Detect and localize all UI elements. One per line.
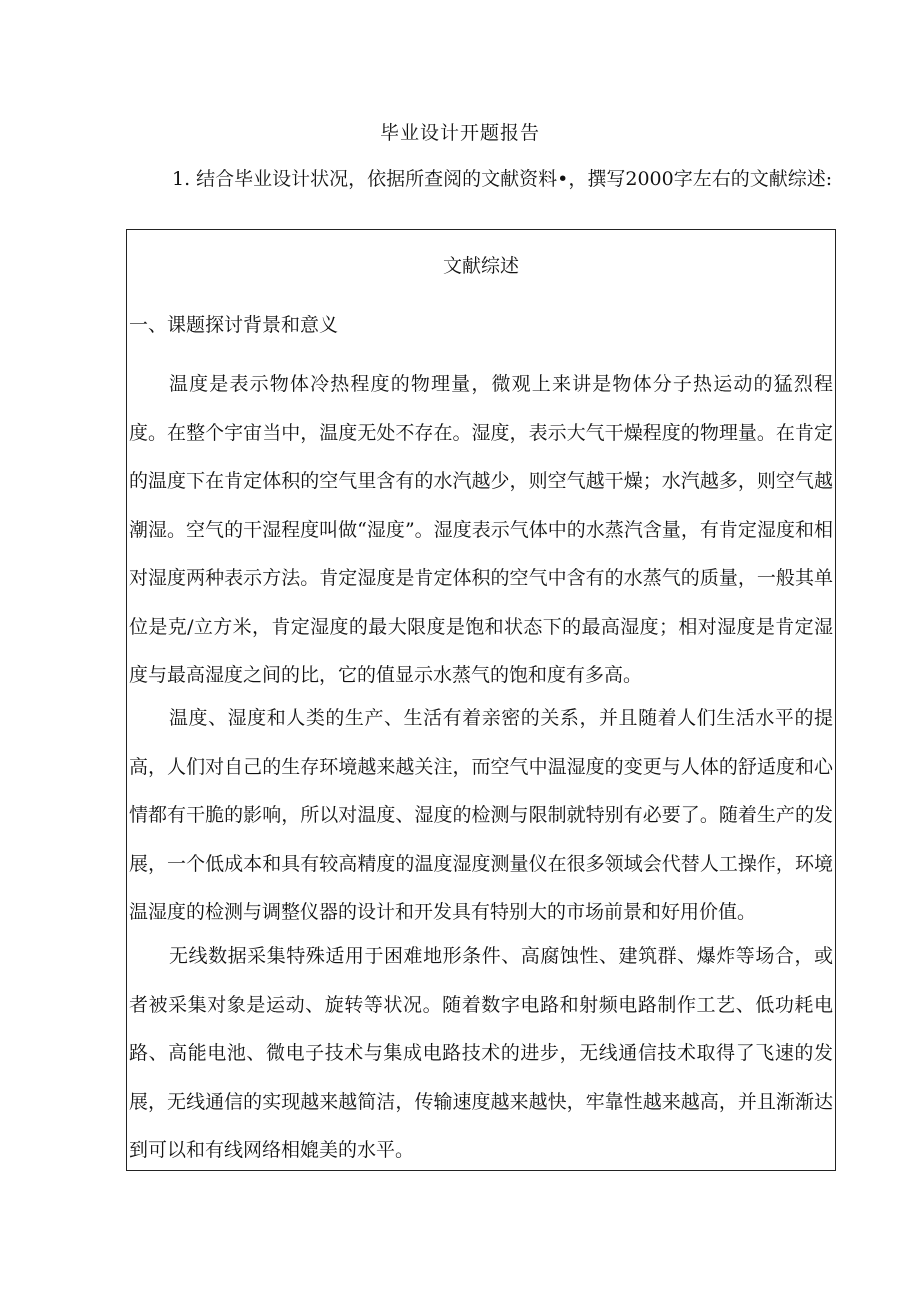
document-title: 毕业设计开题报告 <box>379 122 540 144</box>
paragraph-1: 温度是表示物体冷热程度的物理量，微观上来讲是物体分子热运动的猛烈程度。在整个宇宙当中，温度无处不存在。湿度，表示大气干燥程度的物理量。在肯定的温度下在肯定体积的空气里含有的水汽越少，则空气越干燥；水汽越多，则空气越潮湿。空气的干湿程度叫做“湿度”。湿度表示气体中的水蒸汽含量，有肯定湿度和相对湿度两种表示方法。肯定湿度是肯定体积的空气中含有的水蒸气的质量，一般其单位是克/立方米，肯定湿度的最大限度是饱和状态下的最高湿度；相对湿度是肯定湿度与最高湿度之间的比，它的值显示水蒸气的饱和度有多高。 <box>129 373 833 686</box>
literature-review-box <box>126 229 836 1171</box>
instruction-text: 1. 结合毕业设计状况，依据所查阅的文献资料•，撰写2000字左右的文献综述: <box>172 168 833 190</box>
paragraph-3: 无线数据采集特殊适用于困难地形条件、高腐蚀性、建筑群、爆炸等场合，或者被采集对象是运动、旋转等状况。随着数字电路和射频电路制作工艺、低功耗电路、高能电池、微电子技术与集成电路技术的进步，无线通信技术取得了飞速的发展，无线通信的实现越来越简洁，传输速度越来越快，牢靠性越来越高，并且渐渐达到可以和有线网络相媲美的水平。 <box>129 945 833 1161</box>
section-heading: 一、课题探讨背景和意义 <box>129 314 339 336</box>
paragraph-2: 温度、湿度和人类的生产、生活有着亲密的关系，并且随着人们生活水平的提高，人们对自己的生存环境越来越关注，而空气中温湿度的变更与人体的舒适度和心情都有干脆的影响，所以对温度、湿度的检测与限制就特别有必要了。随着生产的发展，一个低成本和具有较高精度的温度湿度测量仪在很多领域会代替人工操作，环境温湿度的检测与调整仪器的设计和开发具有特别大的市场前景和好用价值。 <box>129 707 833 923</box>
review-title: 文献综述 <box>442 255 519 277</box>
